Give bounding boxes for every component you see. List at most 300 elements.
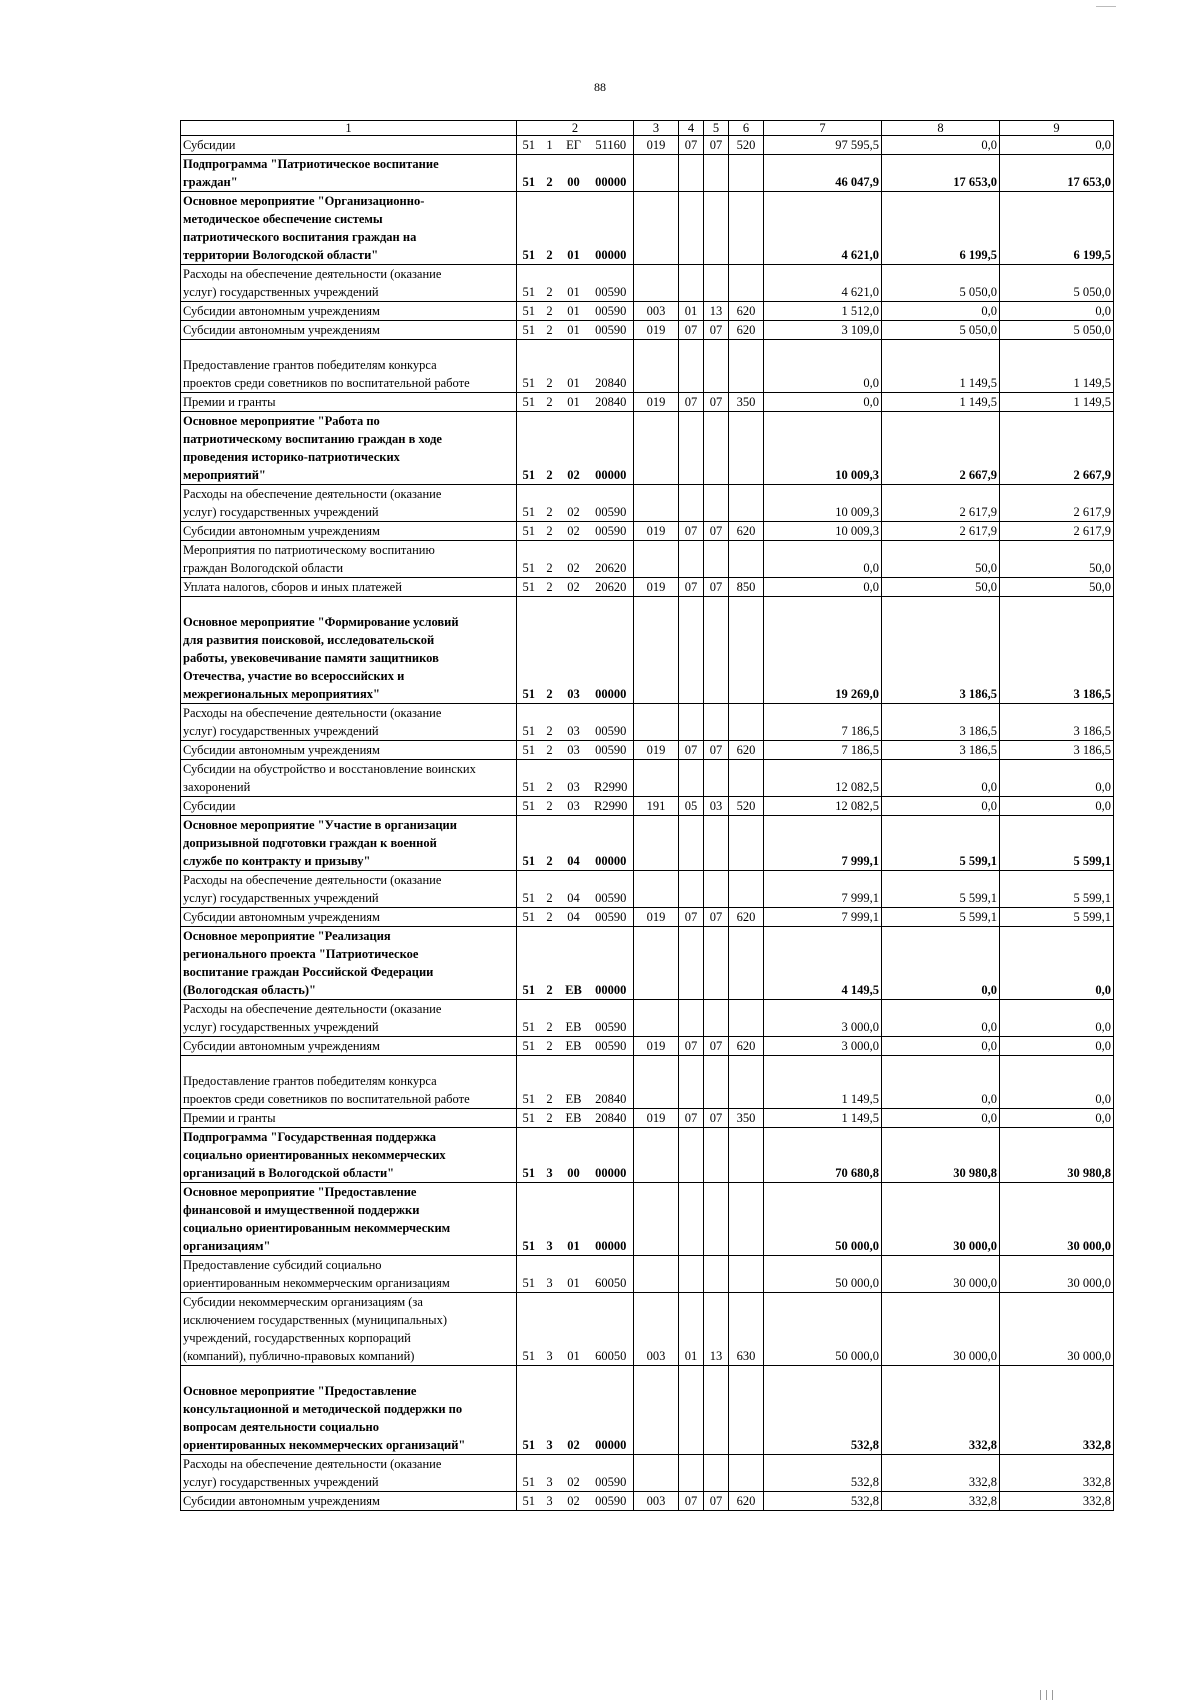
section-code-cell [679, 155, 704, 192]
table-row [181, 760, 1114, 797]
code-segment-cell: 20840 [589, 340, 634, 393]
row-name-cell: Расходы на обеспечение деятельности (оказание услуг) государственных учреждений [181, 485, 517, 522]
amount-col9-cell: 0,0 [1000, 1056, 1114, 1109]
row-name-cell: Субсидии автономным учреждениям [181, 741, 517, 760]
department-code-cell: 019 [634, 741, 679, 760]
expense-type-cell: 620 [729, 1037, 764, 1056]
amount-col7-cell: 7 999,1 [764, 871, 882, 908]
column-header: 6 [729, 121, 764, 136]
table-row [181, 412, 1114, 485]
amount-col9-cell: 2 667,9 [1000, 412, 1114, 485]
row-name-cell: Расходы на обеспечение деятельности (оказание услуг) государственных учреждений [181, 265, 517, 302]
code-segment-cell: 51 [517, 1109, 541, 1128]
amount-col8-cell: 5 599,1 [882, 908, 1000, 927]
subsection-code-cell [704, 1183, 729, 1256]
row-name-cell: Уплата налогов, сборов и иных платежей [181, 578, 517, 597]
amount-col7-cell: 97 595,5 [764, 136, 882, 155]
code-segment-cell: 2 [541, 412, 559, 485]
code-segment-cell: 51 [517, 1366, 541, 1455]
amount-col7-cell: 0,0 [764, 578, 882, 597]
amount-col7-cell: 50 000,0 [764, 1293, 882, 1366]
amount-col8-cell: 332,8 [882, 1366, 1000, 1455]
code-segment-cell: 51 [517, 741, 541, 760]
amount-col9-cell: 3 186,5 [1000, 741, 1114, 760]
code-segment-cell: 00000 [589, 597, 634, 704]
code-segment-cell: 2 [541, 393, 559, 412]
code-segment-cell: 04 [559, 816, 589, 871]
subsection-code-cell: 03 [704, 797, 729, 816]
code-segment-cell: 02 [559, 412, 589, 485]
table-row [181, 541, 1114, 578]
expense-type-cell: 620 [729, 522, 764, 541]
code-segment-cell: 51 [517, 1293, 541, 1366]
row-name-cell: Основное мероприятие "Работа по патриотическому воспитанию граждан в ходе проведения историко-патриотических мероприятий" [181, 412, 517, 485]
subsection-code-cell: 07 [704, 393, 729, 412]
amount-col7-cell: 1 512,0 [764, 302, 882, 321]
code-segment-cell: 51 [517, 1455, 541, 1492]
department-code-cell [634, 340, 679, 393]
amount-col8-cell: 1 149,5 [882, 393, 1000, 412]
code-segment-cell: 03 [559, 797, 589, 816]
code-segment-cell: 20620 [589, 541, 634, 578]
subsection-code-cell [704, 1000, 729, 1037]
expense-type-cell: 350 [729, 1109, 764, 1128]
row-name-cell: Субсидии автономным учреждениям [181, 908, 517, 927]
section-code-cell: 01 [679, 1293, 704, 1366]
code-segment-cell: ЕВ [559, 1109, 589, 1128]
code-segment-cell: 51 [517, 340, 541, 393]
code-segment-cell: 2 [541, 192, 559, 265]
section-code-cell: 07 [679, 1109, 704, 1128]
amount-col8-cell: 3 186,5 [882, 597, 1000, 704]
column-header: 8 [882, 121, 1000, 136]
expense-type-cell [729, 704, 764, 741]
code-segment-cell: 2 [541, 302, 559, 321]
subsection-code-cell [704, 1256, 729, 1293]
table-row [181, 321, 1114, 340]
code-segment-cell: 01 [559, 265, 589, 302]
code-segment-cell: 00000 [589, 1183, 634, 1256]
table-row [181, 797, 1114, 816]
expense-type-cell: 620 [729, 741, 764, 760]
amount-col9-cell: 17 653,0 [1000, 155, 1114, 192]
code-segment-cell: 2 [541, 597, 559, 704]
code-segment-cell: 51 [517, 578, 541, 597]
amount-col7-cell: 3 109,0 [764, 321, 882, 340]
amount-col9-cell: 5 050,0 [1000, 265, 1114, 302]
subsection-code-cell: 07 [704, 1492, 729, 1511]
amount-col9-cell: 5 050,0 [1000, 321, 1114, 340]
code-segment-cell: 00000 [589, 155, 634, 192]
code-segment-cell: R2990 [589, 797, 634, 816]
department-code-cell [634, 816, 679, 871]
table-row [181, 1366, 1114, 1455]
amount-col8-cell: 30 980,8 [882, 1128, 1000, 1183]
row-name-cell: Субсидии автономным учреждениям [181, 522, 517, 541]
section-code-cell [679, 485, 704, 522]
code-segment-cell: 2 [541, 1056, 559, 1109]
subsection-code-cell [704, 927, 729, 1000]
subsection-code-cell: 07 [704, 321, 729, 340]
scan-bottom-marks [1040, 1687, 1080, 1697]
section-code-cell [679, 760, 704, 797]
amount-col9-cell: 50,0 [1000, 578, 1114, 597]
section-code-cell [679, 871, 704, 908]
subsection-code-cell [704, 265, 729, 302]
section-code-cell [679, 1056, 704, 1109]
expense-type-cell: 350 [729, 393, 764, 412]
amount-col9-cell: 3 186,5 [1000, 597, 1114, 704]
section-code-cell [679, 1000, 704, 1037]
expense-type-cell [729, 1366, 764, 1455]
department-code-cell: 003 [634, 1293, 679, 1366]
code-segment-cell: 00590 [589, 908, 634, 927]
code-segment-cell: 00000 [589, 1366, 634, 1455]
section-code-cell [679, 192, 704, 265]
table-row [181, 522, 1114, 541]
expense-type-cell [729, 760, 764, 797]
code-segment-cell: 2 [541, 1037, 559, 1056]
code-segment-cell: 03 [559, 760, 589, 797]
expense-type-cell [729, 265, 764, 302]
table-row [181, 1128, 1114, 1183]
expense-type-cell [729, 871, 764, 908]
amount-col9-cell: 332,8 [1000, 1366, 1114, 1455]
amount-col9-cell: 5 599,1 [1000, 871, 1114, 908]
department-code-cell [634, 412, 679, 485]
amount-col9-cell: 5 599,1 [1000, 816, 1114, 871]
amount-col7-cell: 10 009,3 [764, 522, 882, 541]
code-segment-cell: 51 [517, 393, 541, 412]
department-code-cell: 191 [634, 797, 679, 816]
subsection-code-cell [704, 340, 729, 393]
department-code-cell: 003 [634, 302, 679, 321]
row-name-cell: Премии и гранты [181, 1109, 517, 1128]
code-segment-cell: ЕВ [559, 1056, 589, 1109]
code-segment-cell: 02 [559, 1366, 589, 1455]
section-code-cell [679, 1256, 704, 1293]
amount-col7-cell: 7 186,5 [764, 704, 882, 741]
amount-col8-cell: 5 050,0 [882, 321, 1000, 340]
code-segment-cell: 51 [517, 136, 541, 155]
amount-col9-cell: 332,8 [1000, 1455, 1114, 1492]
amount-col9-cell: 0,0 [1000, 927, 1114, 1000]
amount-col7-cell: 1 149,5 [764, 1109, 882, 1128]
column-header: 1 [181, 121, 517, 136]
code-segment-cell: 00000 [589, 412, 634, 485]
expense-type-cell [729, 412, 764, 485]
amount-col7-cell: 0,0 [764, 340, 882, 393]
code-segment-cell: ЕВ [559, 1000, 589, 1037]
amount-col9-cell: 2 617,9 [1000, 522, 1114, 541]
amount-col7-cell: 12 082,5 [764, 797, 882, 816]
row-name-cell: Основное мероприятие "Реализация регионального проекта "Патриотическое воспитание граждан Российской Федерации (Вологодская область)" [181, 927, 517, 1000]
row-name-cell: Субсидии на обустройство и восстановление воинских захоронений [181, 760, 517, 797]
code-segment-cell: 2 [541, 1109, 559, 1128]
amount-col9-cell: 3 186,5 [1000, 704, 1114, 741]
expense-type-cell [729, 541, 764, 578]
code-segment-cell: 00590 [589, 1000, 634, 1037]
amount-col9-cell: 0,0 [1000, 136, 1114, 155]
code-segment-cell: 51 [517, 192, 541, 265]
subsection-code-cell [704, 871, 729, 908]
department-code-cell: 019 [634, 522, 679, 541]
code-segment-cell: 00000 [589, 192, 634, 265]
amount-col7-cell: 7 999,1 [764, 816, 882, 871]
table-row [181, 340, 1114, 393]
table-row [181, 1000, 1114, 1037]
code-segment-cell: 20840 [589, 393, 634, 412]
amount-col8-cell: 0,0 [882, 760, 1000, 797]
subsection-code-cell: 07 [704, 136, 729, 155]
amount-col7-cell: 1 149,5 [764, 1056, 882, 1109]
department-code-cell [634, 704, 679, 741]
amount-col8-cell: 5 050,0 [882, 265, 1000, 302]
row-name-cell: Расходы на обеспечение деятельности (оказание услуг) государственных учреждений [181, 871, 517, 908]
code-segment-cell: 51 [517, 704, 541, 741]
code-segment-cell: 51 [517, 1183, 541, 1256]
code-segment-cell: 2 [541, 797, 559, 816]
code-segment-cell: 3 [541, 1293, 559, 1366]
code-segment-cell: 2 [541, 927, 559, 1000]
amount-col9-cell: 2 617,9 [1000, 485, 1114, 522]
amount-col7-cell: 7 186,5 [764, 741, 882, 760]
column-header: 4 [679, 121, 704, 136]
column-header: 2 [517, 121, 634, 136]
department-code-cell [634, 871, 679, 908]
amount-col7-cell: 19 269,0 [764, 597, 882, 704]
subsection-code-cell [704, 485, 729, 522]
table-row [181, 741, 1114, 760]
amount-col7-cell: 50 000,0 [764, 1183, 882, 1256]
amount-col7-cell: 50 000,0 [764, 1256, 882, 1293]
expense-type-cell: 620 [729, 302, 764, 321]
code-segment-cell: 2 [541, 541, 559, 578]
department-code-cell: 019 [634, 1037, 679, 1056]
code-segment-cell: 00590 [589, 741, 634, 760]
table-row [181, 1293, 1114, 1366]
code-segment-cell: 60050 [589, 1293, 634, 1366]
expense-type-cell [729, 485, 764, 522]
expense-type-cell [729, 1183, 764, 1256]
row-name-cell: Субсидии автономным учреждениям [181, 321, 517, 340]
code-segment-cell: 00590 [589, 321, 634, 340]
code-segment-cell: 2 [541, 908, 559, 927]
table-row [181, 1455, 1114, 1492]
table-row [181, 1492, 1114, 1511]
amount-col7-cell: 7 999,1 [764, 908, 882, 927]
department-code-cell: 003 [634, 1492, 679, 1511]
column-header: 9 [1000, 121, 1114, 136]
amount-col8-cell: 1 149,5 [882, 340, 1000, 393]
code-segment-cell: 2 [541, 485, 559, 522]
department-code-cell: 019 [634, 136, 679, 155]
subsection-code-cell [704, 816, 729, 871]
code-segment-cell: 51 [517, 1037, 541, 1056]
code-segment-cell: 02 [559, 522, 589, 541]
amount-col9-cell: 6 199,5 [1000, 192, 1114, 265]
amount-col8-cell: 50,0 [882, 541, 1000, 578]
department-code-cell: 019 [634, 578, 679, 597]
expense-type-cell [729, 927, 764, 1000]
column-header: 3 [634, 121, 679, 136]
department-code-cell [634, 1366, 679, 1455]
amount-col9-cell: 50,0 [1000, 541, 1114, 578]
amount-col7-cell: 532,8 [764, 1366, 882, 1455]
amount-col8-cell: 17 653,0 [882, 155, 1000, 192]
table-row [181, 1037, 1114, 1056]
section-code-cell [679, 1366, 704, 1455]
subsection-code-cell: 07 [704, 908, 729, 927]
expense-type-cell: 520 [729, 797, 764, 816]
table-row [181, 136, 1114, 155]
code-segment-cell: 2 [541, 578, 559, 597]
budget-table [180, 120, 1114, 1511]
table-row [181, 871, 1114, 908]
department-code-cell [634, 927, 679, 1000]
expense-type-cell [729, 1000, 764, 1037]
code-segment-cell: 00590 [589, 302, 634, 321]
code-segment-cell: 20840 [589, 1056, 634, 1109]
table-row [181, 155, 1114, 192]
code-segment-cell: 51 [517, 321, 541, 340]
row-name-cell: Основное мероприятие "Предоставление финансовой и имущественной поддержки социально ориентированным некоммерческим организациям" [181, 1183, 517, 1256]
code-segment-cell: 02 [559, 1455, 589, 1492]
code-segment-cell: 00590 [589, 1037, 634, 1056]
amount-col7-cell: 0,0 [764, 393, 882, 412]
code-segment-cell: 2 [541, 816, 559, 871]
section-code-cell [679, 265, 704, 302]
row-name-cell: Субсидии автономным учреждениям [181, 302, 517, 321]
amount-col8-cell: 2 617,9 [882, 522, 1000, 541]
amount-col9-cell: 1 149,5 [1000, 393, 1114, 412]
amount-col8-cell: 0,0 [882, 1000, 1000, 1037]
code-segment-cell: 3 [541, 1183, 559, 1256]
code-segment-cell: 3 [541, 1366, 559, 1455]
code-segment-cell: ЕВ [559, 927, 589, 1000]
code-segment-cell: 04 [559, 871, 589, 908]
code-segment-cell: 00590 [589, 265, 634, 302]
code-segment-cell: 51 [517, 412, 541, 485]
row-name-cell: Расходы на обеспечение деятельности (оказание услуг) государственных учреждений [181, 1455, 517, 1492]
amount-col7-cell: 4 621,0 [764, 265, 882, 302]
department-code-cell [634, 1000, 679, 1037]
table-row [181, 927, 1114, 1000]
row-name-cell: Основное мероприятие "Предоставление консультационной и методической поддержки по вопросам деятельности социально ориентированных некоммерческих организаций" [181, 1366, 517, 1455]
code-segment-cell: 3 [541, 1492, 559, 1511]
department-code-cell: 019 [634, 1109, 679, 1128]
code-segment-cell: 60050 [589, 1256, 634, 1293]
table-row [181, 393, 1114, 412]
code-segment-cell: 1 [541, 136, 559, 155]
amount-col7-cell: 4 621,0 [764, 192, 882, 265]
expense-type-cell: 620 [729, 321, 764, 340]
subsection-code-cell [704, 1455, 729, 1492]
row-name-cell: Основное мероприятие "Участие в организации допризывной подготовки граждан к военной службе по контракту и призыву" [181, 816, 517, 871]
row-name-cell: Предоставление грантов победителям конкурса проектов среди советников по воспитательной работе [181, 340, 517, 393]
department-code-cell: 019 [634, 321, 679, 340]
expense-type-cell: 620 [729, 908, 764, 927]
code-segment-cell: 51 [517, 927, 541, 1000]
amount-col7-cell: 12 082,5 [764, 760, 882, 797]
amount-col8-cell: 3 186,5 [882, 741, 1000, 760]
expense-type-cell: 620 [729, 1492, 764, 1511]
amount-col8-cell: 5 599,1 [882, 871, 1000, 908]
section-code-cell [679, 1455, 704, 1492]
amount-col8-cell: 2 617,9 [882, 485, 1000, 522]
code-segment-cell: 00590 [589, 522, 634, 541]
row-name-cell: Предоставление грантов победителям конкурса проектов среди советников по воспитательной работе [181, 1056, 517, 1109]
table-row [181, 908, 1114, 927]
section-code-cell [679, 1128, 704, 1183]
code-segment-cell: 2 [541, 704, 559, 741]
code-segment-cell: 51 [517, 760, 541, 797]
section-code-cell: 07 [679, 1492, 704, 1511]
code-segment-cell: 03 [559, 741, 589, 760]
subsection-code-cell [704, 1366, 729, 1455]
code-segment-cell: 01 [559, 1293, 589, 1366]
table-row [181, 704, 1114, 741]
code-segment-cell: 2 [541, 871, 559, 908]
code-segment-cell: 51 [517, 1492, 541, 1511]
table-row [181, 1056, 1114, 1109]
subsection-code-cell [704, 760, 729, 797]
header-row [181, 121, 1114, 136]
subsection-code-cell: 07 [704, 1109, 729, 1128]
code-segment-cell: 51 [517, 155, 541, 192]
amount-col9-cell: 30 000,0 [1000, 1256, 1114, 1293]
subsection-code-cell [704, 704, 729, 741]
department-code-cell [634, 541, 679, 578]
code-segment-cell: 01 [559, 192, 589, 265]
department-code-cell [634, 265, 679, 302]
amount-col7-cell: 3 000,0 [764, 1037, 882, 1056]
code-segment-cell: 51 [517, 908, 541, 927]
code-segment-cell: 00590 [589, 871, 634, 908]
code-segment-cell: 02 [559, 541, 589, 578]
row-name-cell: Предоставление субсидий социально ориентированным некоммерческим организациям [181, 1256, 517, 1293]
code-segment-cell: 2 [541, 265, 559, 302]
table-row [181, 816, 1114, 871]
row-name-cell: Субсидии [181, 797, 517, 816]
subsection-code-cell: 13 [704, 302, 729, 321]
department-code-cell: 019 [634, 908, 679, 927]
section-code-cell: 07 [679, 393, 704, 412]
code-segment-cell: 01 [559, 340, 589, 393]
code-segment-cell: 00590 [589, 485, 634, 522]
amount-col9-cell: 0,0 [1000, 1109, 1114, 1128]
subsection-code-cell [704, 192, 729, 265]
expense-type-cell: 630 [729, 1293, 764, 1366]
expense-type-cell [729, 1056, 764, 1109]
code-segment-cell: 00000 [589, 816, 634, 871]
amount-col8-cell: 30 000,0 [882, 1183, 1000, 1256]
row-name-cell: Субсидии автономным учреждениям [181, 1492, 517, 1511]
amount-col7-cell: 4 149,5 [764, 927, 882, 1000]
section-code-cell: 07 [679, 522, 704, 541]
department-code-cell [634, 1128, 679, 1183]
amount-col8-cell: 0,0 [882, 1056, 1000, 1109]
code-segment-cell: 2 [541, 760, 559, 797]
section-code-cell: 07 [679, 1037, 704, 1056]
code-segment-cell: 51 [517, 1128, 541, 1183]
code-segment-cell: 2 [541, 522, 559, 541]
department-code-cell [634, 155, 679, 192]
subsection-code-cell: 07 [704, 522, 729, 541]
expense-type-cell [729, 597, 764, 704]
subsection-code-cell: 13 [704, 1293, 729, 1366]
section-code-cell: 07 [679, 741, 704, 760]
